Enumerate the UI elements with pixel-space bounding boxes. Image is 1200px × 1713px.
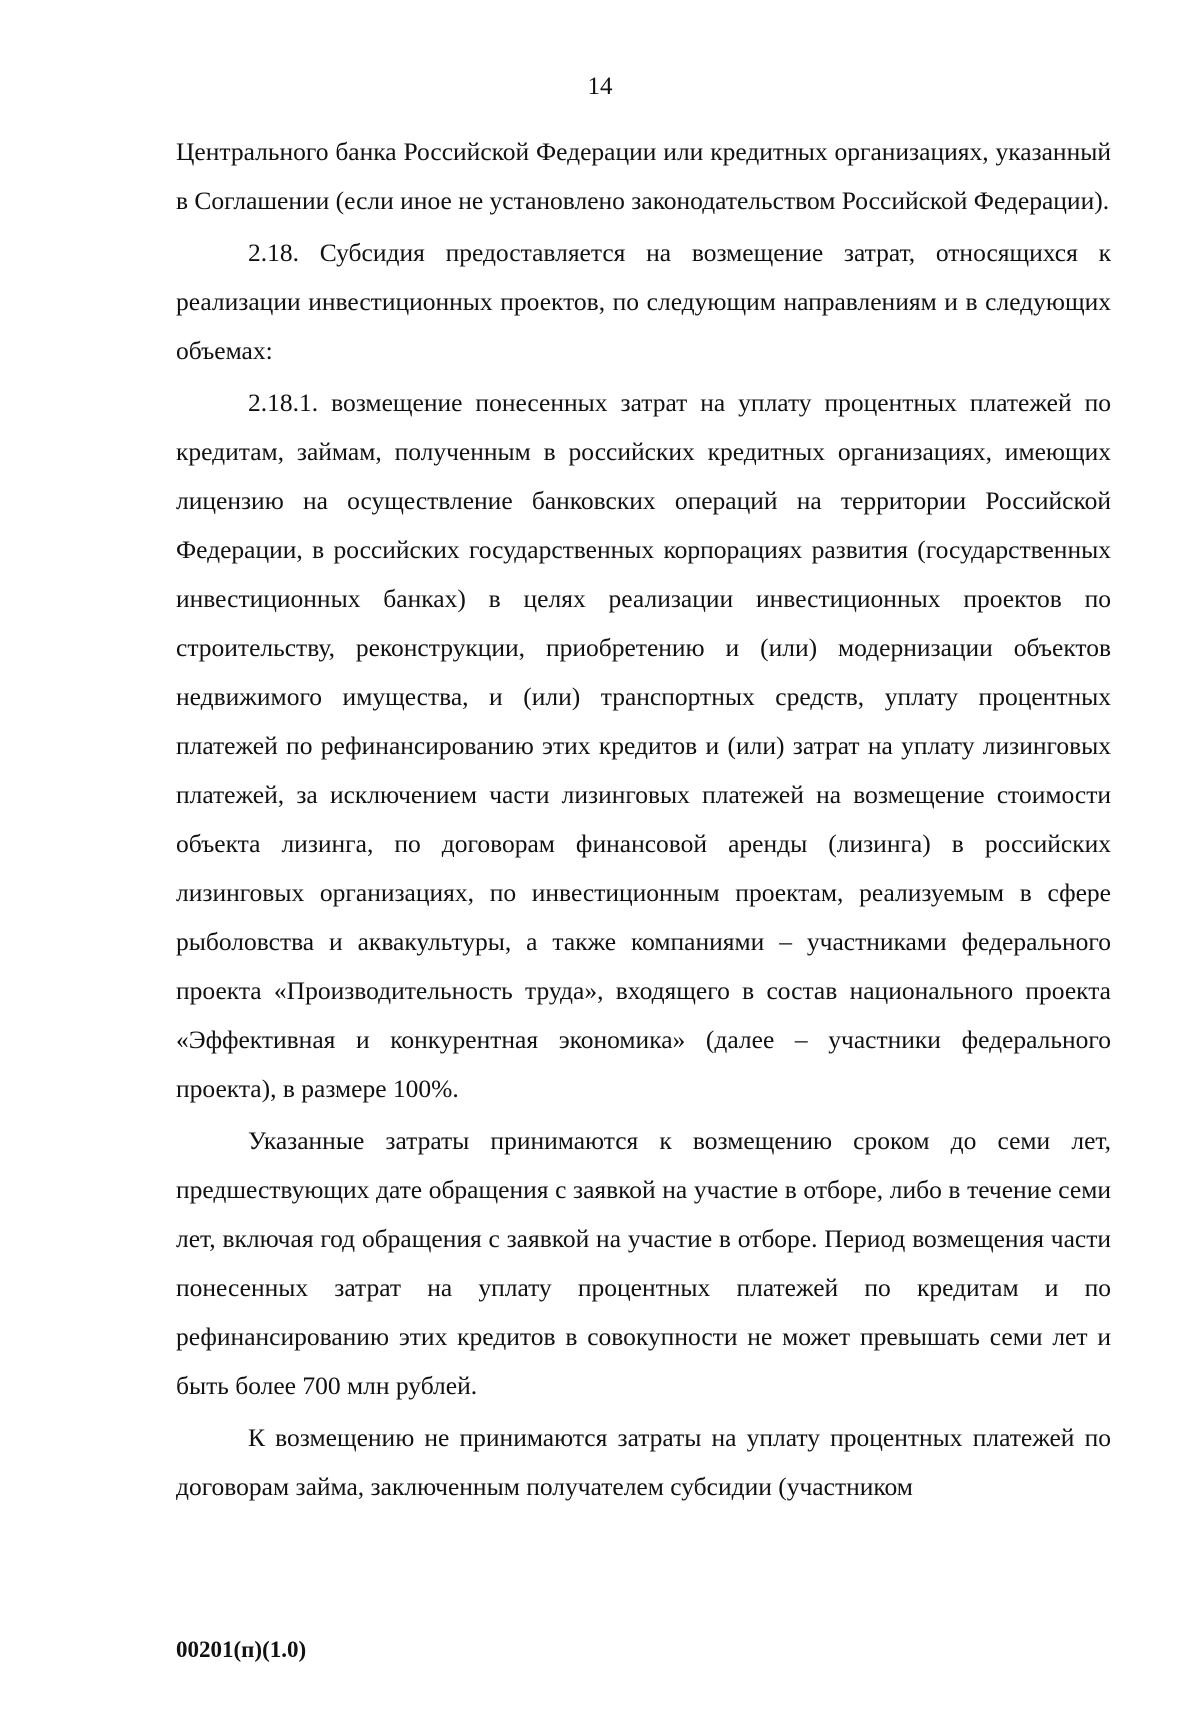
paragraph-continuation: Центрального банка Российской Федерации или кредитных организациях, указанный в Соглашении (если иное не установлено законодательством Российской Федерации). [176, 137, 1111, 215]
paragraph-2-18: 2.18. Субсидия предоставляется на возмещение затрат, относящихся к реализации инвестиционных проектов, по следующим направлениям и в следующих объемах: [176, 238, 1111, 365]
paragraph-2-18-1: 2.18.1. возмещение понесенных затрат на уплату процентных платежей по кредитам, займам, полученным в российских кредитных организациях, имеющих лицензию на осуществление банковских операций на территории Российской Федерации, в российских государственных корпорациях развития (государственных инвестиционных банках) в целях реализации инвестиционных проектов по строительству, реконструкции, приобретению и (или) модернизации объектов недвижимого имущества, и (или) транспортных средств, уплату процентных платежей по рефинансированию этих кредитов и (или) затрат на уплату лизинговых платежей, за исключением части лизинговых платежей на возмещение стоимости объекта лизинга, по договорам финансовой аренды (лизинга) в российских лизинговых организациях, по инвестиционным проектам, реализуемым в сфере рыболовства и аквакультуры, а также компаниями – участниками федерального проекта «Производительность труда», входящего в состав национального проекта «Эффективная и конкурентная экономика» (далее – участники федерального проекта), в размере 100%. [176, 388, 1111, 1103]
paragraph-exclusions: К возмещению не принимаются затраты на уплату процентных платежей по договорам займа, заключенным получателем субсидии (участником [176, 1423, 1111, 1501]
page-number: 14 [587, 73, 613, 100]
document-code: 00201(п)(1.0) [176, 1637, 307, 1662]
paragraph-reimbursement-period: Указанные затраты принимаются к возмещению сроком до семи лет, предшествующих дате обращения с заявкой на участие в отборе, либо в течение семи лет, включая год обращения с заявкой на участие в отборе. Период возмещения части понесенных затрат на уплату процентных платежей по кредитам и по рефинансированию этих кредитов в совокупности не может превышать семи лет и быть более 700 млн рублей. [176, 1126, 1111, 1400]
document-body [176, 127, 1111, 1511]
